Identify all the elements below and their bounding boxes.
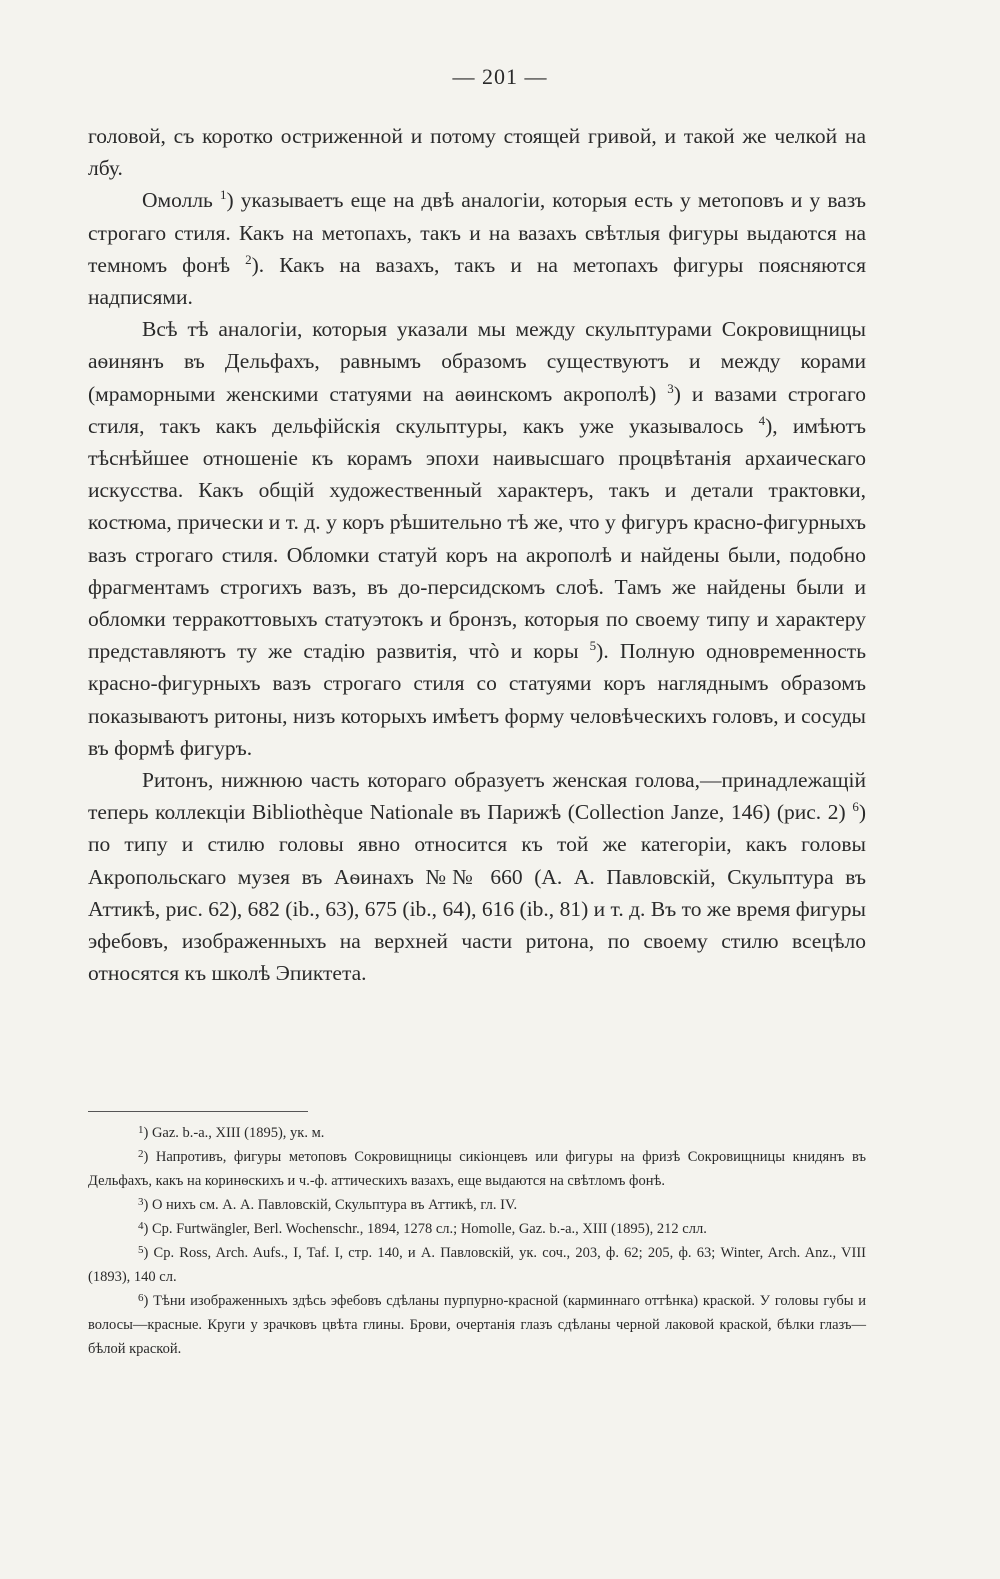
paragraph-1 [88,120,866,184]
footnotes [88,1121,866,1361]
paragraph-3-text-a: Всѣ тѣ аналогіи, которыя указали мы между скульптурами Сокровищницы аѳинянъ въ Дельфахъ, равнымъ образомъ существуютъ и между корами (мраморными женскими статуями на аѳинскомъ акрополѣ) [88,317,866,406]
footnote-mark: 4 [138,1220,144,1232]
footnote-ref-4: 4 [758,412,766,428]
paragraph-2-text-a: Омолль [142,188,220,213]
paragraph-3-text-c: ), имѣютъ тѣснѣйшее отношеніе къ корамъ эпохи наивысшаго процвѣтанія архаическаго искусства. Какъ общій художественный характеръ, такъ и детали трактовки, костюма, прически и т. д. у коръ рѣшительно тѣ же, что у фигуръ красно-фигурныхъ вазъ строгаго стиля. Обломки статуй коръ на акрополѣ и найдены были, подобно фрагментамъ строгихъ вазъ, въ до-персидскомъ слоѣ. Тамъ же найдены были и обломки терракоттовыхъ статуэтокъ и бронзъ, которыя по своему типу и характеру представляютъ ту же стадію развитія, чтò и коры [88,413,866,664]
footnote-5 [88,1241,866,1289]
paragraph-2 [88,184,866,313]
paragraph-3 [88,313,866,764]
footnote-text: ) О нихъ см. А. А. Павловскій, Скульптура въ Аттикѣ, гл. IV. [143,1197,518,1213]
footnote-mark: 5 [138,1244,144,1256]
footnote-3 [88,1193,866,1217]
footnote-ref-3: 3 [667,380,674,396]
footnote-text: ) Gaz. b.-a., XIII (1895), ук. м. [143,1125,325,1141]
paragraph-4-text-b: ) по типу и стилю головы явно относится къ той же категоріи, какъ головы Акропольскаго музея въ Аѳинахъ №№ 660 (А. А. Павловскій, Скульптура въ Аттикѣ, рис. 62), 682 (ib., 63), 675 (ib., 64), 616 (ib., 81) и т. д. Въ то же время фигуры эфебовъ, изображенныхъ на верхней части ритона, по своему стилю всецѣло относятся къ школѣ Эпиктета. [88,800,866,986]
footnote-6 [88,1289,866,1361]
paragraph-2-text-c: ). Какъ на вазахъ, такъ и на метопахъ фигуры поясняются надписями. [88,252,866,310]
footnote-mark: 3 [138,1196,144,1208]
footnote-2 [88,1145,866,1193]
footnote-4 [88,1217,866,1241]
footnote-text: ) Ср. Furtwängler, Berl. Wochenschr., 1894, 1278 сл.; Homolle, Gaz. b.-a., XIII (1895), 212 слл. [143,1221,707,1237]
footnote-ref-2: 2 [245,251,252,267]
footnote-1 [88,1121,866,1145]
paragraph-2-text-b: ) указываетъ еще на двѣ аналогіи, которыя есть у метоповъ и у вазъ строгаго стиля. Какъ на метопахъ, такъ и на вазахъ свѣтлыя фигуры выдаются на темномъ фонѣ [88,188,866,277]
footnote-mark: 6 [138,1292,144,1304]
page-number: — 201 — [452,64,548,89]
paragraph-3-text-b: ) и вазами строгаго стиля, такъ какъ дельфійскія скульптуры, какъ уже указывалось [88,381,866,438]
footnote-text: ) Ср. Ross, Arch. Aufs., I, Taf. I, стр. 140, и А. Павловскій, ук. соч., 203, ф. 62; 205, ф. 63; Winter, Arch. Anz., VIII (1893), 140 сл. [88,1245,866,1285]
paragraph-1-text: головой, съ коротко остриженной и потому стоящей гривой, и такой же челкой на лбу. [88,124,866,181]
paragraph-4-text-a: Ритонъ, нижнюю часть котораго образуетъ женская голова,—принадлежащій теперь коллекціи Bibliothèque Nationale въ Парижѣ (Collection Janze, 146) (рис. 2) [88,768,866,825]
footnote-divider [88,1111,308,1112]
footnote-ref-6: 6 [852,799,859,815]
footnote-text: ) Тѣни изображенныхъ здѣсь эфебовъ сдѣланы пурпурно-красной (карминнаго оттѣнка) краской. У головы губы и волосы—красные. Круги у зрачковъ цвѣта глины. Брови, очертанія глазъ сдѣланы черной лаковой краской, бѣлки глазъ—бѣлой краской. [88,1293,866,1357]
paragraph-4 [88,764,866,989]
paragraph-3-text-d: ). Полную одновременность красно-фигурныхъ вазъ строгаго стиля со статуями коръ нагляднымъ образомъ показываютъ ритоны, низъ которыхъ имѣетъ форму человѣческихъ головъ, и сосуды въ формѣ фигуръ. [88,639,866,760]
footnote-mark: 1 [138,1124,144,1136]
footnote-ref-5: 5 [589,638,597,654]
footnote-ref-1: 1 [219,187,227,203]
main-text [88,120,866,989]
footnote-mark: 2 [138,1148,144,1160]
footnote-text: ) Напротивъ, фигуры метоповъ Сокровищницы сикіонцевъ или фигуры на фризѣ Сокровищницы книдянъ въ Дельфахъ, какъ на коринѳскихъ и ч.-ф. аттическихъ вазахъ, еще выдаются на свѣтломъ фонѣ. [88,1149,866,1189]
